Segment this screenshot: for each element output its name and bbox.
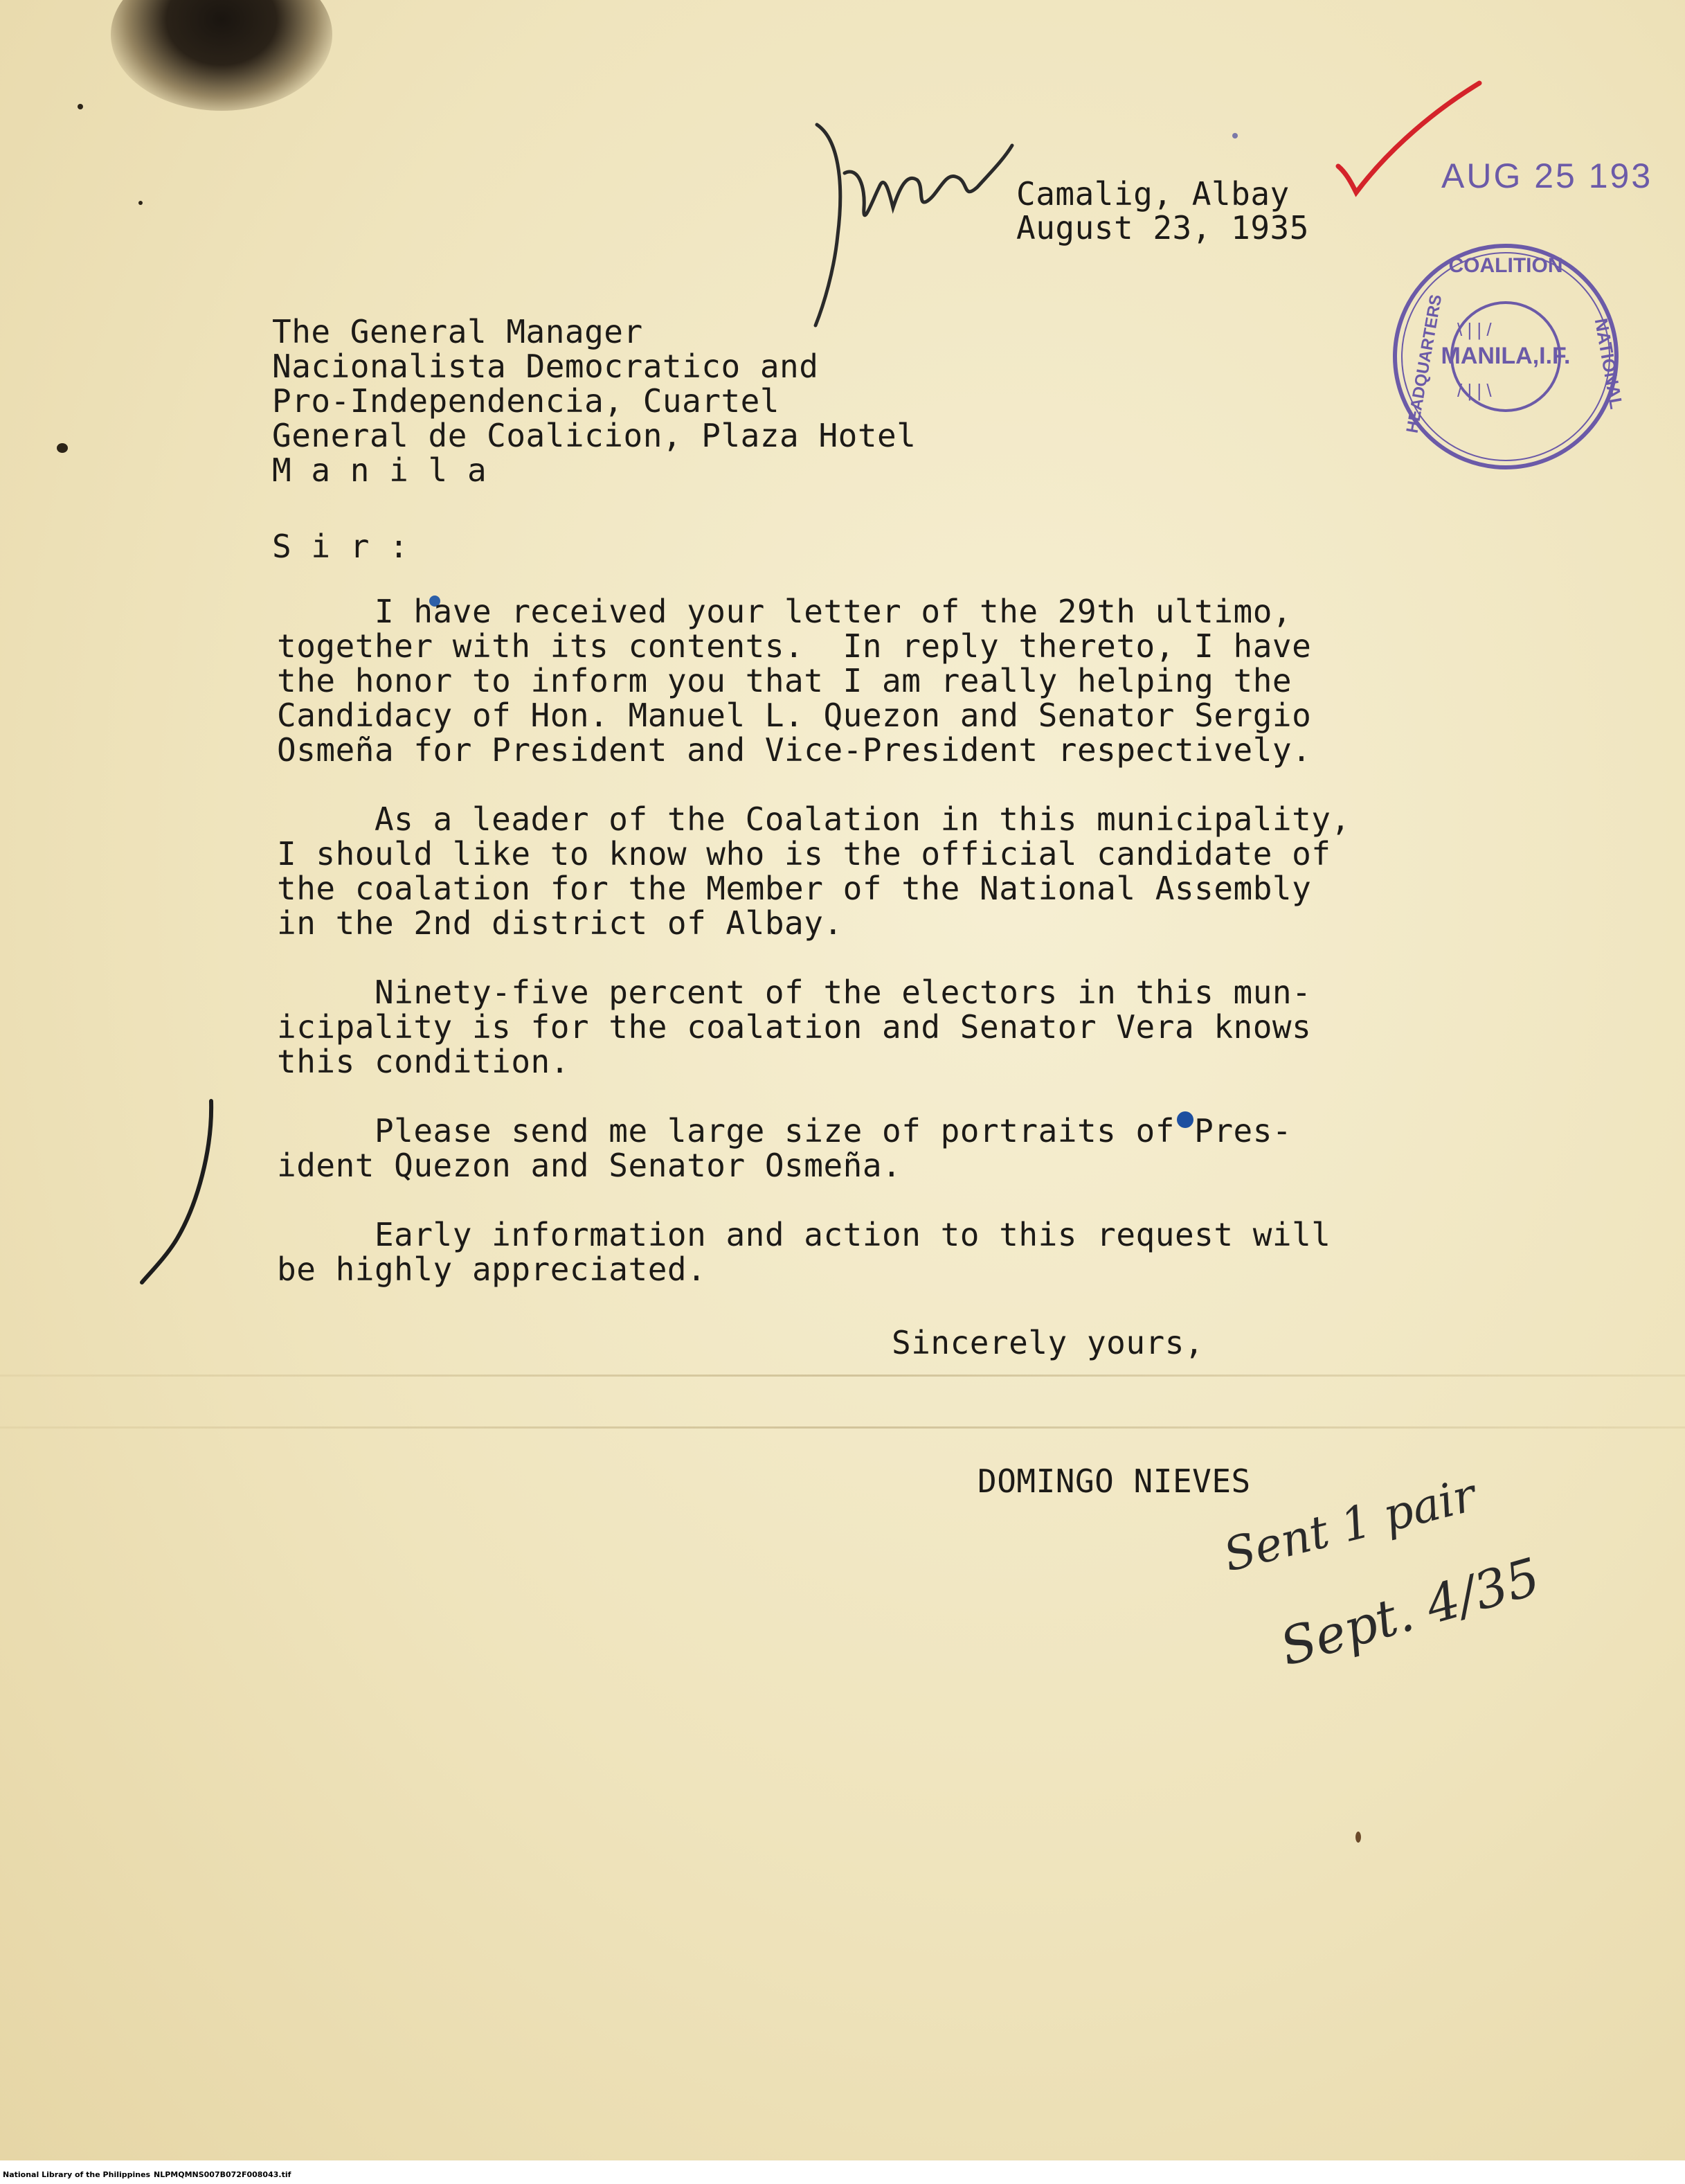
closing: Sincerely yours, bbox=[892, 1324, 1205, 1361]
svg-text:/ | | \: / | | \ bbox=[1457, 380, 1492, 401]
body-line: I should like to know who is the official candidate of bbox=[277, 835, 1331, 872]
body-line: be highly appreciated. bbox=[277, 1251, 707, 1288]
body-line: Osmeña for President and Vice-President respectively. bbox=[277, 731, 1312, 769]
archive-footer bbox=[0, 2160, 1685, 2184]
handwritten-note-line2: Sept. 4/35 bbox=[1274, 1546, 1547, 1678]
body-line: ident Quezon and Senator Osmeña. bbox=[277, 1147, 902, 1184]
received-date-stamp: AUG 25 193 bbox=[1441, 156, 1653, 195]
svg-text:NATIONAL: NATIONAL bbox=[1590, 316, 1628, 411]
ink-spot bbox=[1355, 1832, 1361, 1843]
body-line: the coalation for the Member of the National Assembly bbox=[277, 870, 1312, 907]
body-line: I have received your letter of the 29th ultimo, bbox=[277, 593, 1292, 630]
ink-spot bbox=[1232, 133, 1238, 138]
ink-spot bbox=[138, 201, 143, 205]
paper-fold bbox=[0, 1426, 1685, 1429]
signature-name: DOMINGO NIEVES bbox=[977, 1462, 1251, 1500]
ink-spot bbox=[57, 443, 68, 453]
body-line: As a leader of the Coalation in this municipality, bbox=[277, 800, 1351, 838]
body-line: the honor to inform you that I am really helping the bbox=[277, 662, 1292, 699]
margin-pen-mark bbox=[135, 1094, 218, 1288]
body-line: in the 2nd district of Albay. bbox=[277, 904, 843, 942]
handwritten-name-top bbox=[796, 97, 1018, 332]
address-line: M a n i l a bbox=[272, 451, 487, 489]
body-line: Ninety-five percent of the electors in this mun- bbox=[277, 974, 1312, 1011]
body-line: Please send me large size of portraits of Pres- bbox=[277, 1112, 1292, 1149]
body-line: Early information and action to this request will bbox=[277, 1216, 1331, 1253]
body-line: Candidacy of Hon. Manuel L. Quezon and Senator Sergio bbox=[277, 697, 1312, 734]
address-line: Nacionalista Democratico and bbox=[272, 348, 819, 385]
address-line: General de Coalicion, Plaza Hotel bbox=[272, 417, 917, 454]
body-line: icipality is for the coalation and Senator Vera knows bbox=[277, 1008, 1312, 1046]
coalition-seal bbox=[1381, 239, 1630, 474]
handwritten-note-line1: Sent 1 pair bbox=[1218, 1468, 1481, 1582]
salutation: S i r : bbox=[272, 528, 409, 565]
svg-text:\ | | /: \ | | / bbox=[1457, 319, 1492, 340]
svg-text:HEADQUARTERS: HEADQUARTERS bbox=[1403, 293, 1446, 435]
footer-institution: National Library of the Philippines bbox=[3, 2170, 151, 2179]
burn-mark bbox=[111, 0, 332, 111]
footer-file-id: NLPMQMNS007B072F008043.tif bbox=[154, 2170, 291, 2179]
svg-text:COALITION: COALITION bbox=[1448, 254, 1563, 277]
svg-text:MANILA,I.F.: MANILA,I.F. bbox=[1441, 343, 1571, 369]
letter-date: August 23, 1935 bbox=[1016, 209, 1309, 247]
letter-place: Camalig, Albay bbox=[1016, 175, 1290, 213]
address-line: Pro-Independencia, Cuartel bbox=[272, 382, 780, 420]
body-line: together with its contents. In reply thereto, I have bbox=[277, 627, 1312, 665]
ink-spot bbox=[78, 104, 83, 109]
body-line: this condition. bbox=[277, 1043, 570, 1080]
paper-fold bbox=[0, 1375, 1685, 1377]
address-line: The General Manager bbox=[272, 313, 643, 350]
